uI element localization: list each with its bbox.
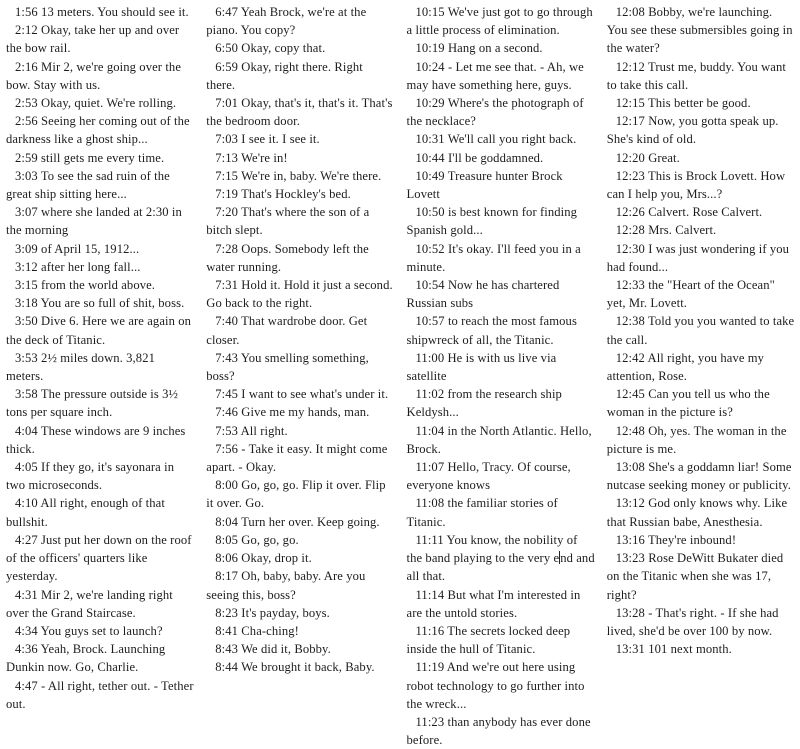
subtitle-timestamp: 11:16 (415, 623, 445, 638)
subtitle-timestamp: 13:08 (615, 460, 645, 475)
subtitle-entry[interactable] (607, 3, 795, 58)
subtitle-timestamp: 3:53 (15, 350, 38, 365)
subtitle-timestamp: 7:03 (215, 132, 239, 147)
subtitle-timestamp: 8:06 (215, 551, 239, 566)
subtitle-timestamp: 7:43 (215, 350, 239, 365)
subtitle-timestamp: 7:31 (215, 278, 239, 293)
subtitle-entry[interactable] (407, 494, 595, 530)
subtitle-timestamp: 3:58 (15, 387, 38, 402)
subtitle-entry[interactable] (6, 531, 194, 586)
subtitle-text: All right, enough of that bullshit. (6, 496, 165, 529)
subtitle-timestamp: 13:23 (615, 551, 645, 566)
subtitle-entry[interactable] (206, 640, 394, 658)
subtitle-text: Mrs. Calvert. (648, 223, 717, 238)
subtitle-timestamp: 12:17 (615, 114, 645, 129)
subtitle-text: - Let me see that. - Ah, we may have something here, guys. (406, 59, 584, 92)
subtitle-entry[interactable] (407, 713, 595, 749)
subtitle-text: That wardrobe door. Get closer. (206, 314, 368, 347)
transcript-column-2 (206, 3, 394, 749)
subtitle-text: 101 next month. (648, 642, 732, 657)
subtitle-entry[interactable] (6, 458, 194, 494)
subtitle-timestamp: 10:57 (415, 314, 445, 329)
subtitle-entry[interactable] (407, 149, 595, 167)
subtitle-timestamp: 10:31 (415, 132, 445, 147)
subtitle-text: Mir 2, we're going over the bow. Stay with us. (6, 59, 182, 92)
subtitle-text: All right. (240, 423, 288, 438)
subtitle-text: Treasure hunter Brock Lovett (406, 168, 563, 202)
subtitle-entry[interactable] (407, 622, 595, 658)
subtitle-timestamp: 12:42 (615, 350, 645, 365)
subtitle-timestamp: 8:00 (215, 478, 239, 493)
subtitle-timestamp: 4:27 (15, 532, 38, 547)
subtitle-timestamp: 3:15 (15, 278, 38, 293)
subtitle-entry[interactable] (6, 677, 194, 713)
subtitle-timestamp: 8:04 (215, 514, 239, 529)
subtitle-entry[interactable] (206, 240, 394, 276)
subtitle-entry[interactable] (206, 39, 394, 57)
subtitle-text: Rose DeWitt Bukater died on the Titanic when she was 17, right? (606, 551, 784, 602)
subtitle-entry[interactable] (607, 149, 795, 167)
subtitle-entry[interactable] (607, 422, 795, 458)
subtitle-text: Okay, right there. Right there. (206, 59, 363, 92)
subtitle-text: That's Hockley's bed. (241, 187, 351, 202)
subtitle-timestamp: 7:28 (215, 241, 239, 256)
subtitle-timestamp: 2:16 (15, 59, 38, 74)
subtitle-timestamp: 2:12 (15, 23, 38, 38)
subtitle-timestamp: 6:47 (215, 5, 239, 19)
subtitle-text: He is with us live via satellite (406, 350, 557, 384)
subtitle-text: nd and all that. (406, 551, 595, 584)
subtitle-text: It's okay. I'll feed you in a minute. (406, 241, 581, 274)
subtitle-entry[interactable] (607, 385, 795, 421)
subtitle-timestamp: 3:12 (15, 259, 38, 274)
subtitle-text: Mir 2, we're landing right over the Grand Staircase. (6, 587, 173, 620)
subtitle-entry[interactable] (206, 476, 394, 512)
subtitle-text: Dive 6. Here we are again on the deck of Titanic. (6, 314, 192, 347)
subtitle-text: But what I'm interested in are the untold stories. (406, 587, 581, 620)
subtitle-entry[interactable] (407, 203, 595, 239)
subtitle-timestamp: 11:19 (415, 660, 445, 675)
subtitle-text: Now, you gotta speak up. She's kind of old. (606, 114, 779, 147)
subtitle-entry[interactable] (206, 604, 394, 622)
subtitle-timestamp: 4:34 (15, 623, 38, 638)
subtitle-text: Bobby, we're launching. You see these submersibles going in the water? (606, 5, 793, 56)
subtitle-entry[interactable] (607, 276, 795, 312)
subtitle-timestamp: 11:14 (415, 587, 445, 602)
subtitle-entry[interactable] (607, 112, 795, 148)
subtitle-timestamp: 3:18 (15, 296, 38, 311)
subtitle-timestamp: 8:44 (215, 660, 239, 675)
subtitle-text: Oh, yes. The woman in the picture is me. (606, 423, 787, 456)
subtitle-entry[interactable] (407, 94, 595, 130)
subtitle-text: - Take it easy. It might come apart. - Okay. (206, 441, 388, 475)
subtitle-text: Yeah, Brock. Launching Dunkin now. Go, Charlie. (6, 642, 166, 675)
subtitle-timestamp: 4:47 (15, 678, 38, 693)
subtitle-entry[interactable] (6, 640, 194, 676)
subtitle-entry[interactable] (6, 112, 194, 148)
subtitle-entry[interactable] (6, 240, 194, 258)
subtitle-entry[interactable] (407, 276, 595, 312)
subtitle-text: Trust me, buddy. You want to take this call. (606, 59, 786, 92)
subtitle-timestamp: 6:50 (215, 41, 239, 56)
subtitle-text: to reach the most famous shipwreck of all, the Titanic. (406, 314, 577, 347)
subtitle-text: 2½ miles down. 3,821 meters. (6, 350, 155, 384)
subtitle-text: of April 15, 1912... (41, 241, 140, 256)
subtitle-timestamp: 11:02 (415, 387, 445, 402)
subtitle-timestamp: 4:04 (15, 423, 38, 438)
subtitle-text: Okay, take her up and over the bow rail. (6, 23, 180, 56)
subtitle-entry[interactable] (6, 149, 194, 167)
subtitle-timestamp: 7:20 (215, 205, 239, 220)
subtitle-timestamp: 10:29 (415, 96, 445, 111)
subtitle-entry[interactable] (206, 203, 394, 239)
subtitle-text: Oops. Somebody left the water running. (206, 241, 369, 274)
subtitle-entry[interactable] (6, 21, 194, 57)
subtitle-text: - That's right. - If she had lived, she'd be over 100 by now. (606, 605, 779, 638)
subtitle-text: I was just wondering if you had found... (606, 241, 790, 274)
subtitle-entry[interactable] (206, 567, 394, 603)
subtitle-entry[interactable] (6, 312, 194, 348)
subtitle-text: Great. (648, 150, 680, 165)
subtitle-timestamp: 12:12 (615, 59, 645, 74)
subtitle-text: the "Heart of the Ocean" yet, Mr. Lovett. (606, 278, 775, 311)
subtitle-entry[interactable] (407, 58, 595, 94)
subtitle-timestamp: 8:41 (215, 623, 239, 638)
subtitle-text: Hold it. Hold it just a second. Go back to the right. (206, 278, 393, 311)
subtitle-entry[interactable] (6, 349, 194, 385)
subtitle-timestamp: 1:56 (15, 5, 38, 19)
subtitle-entry[interactable] (407, 531, 595, 586)
subtitle-text: Cha-ching! (241, 623, 299, 638)
subtitle-text: in the North Atlantic. Hello, Brock. (406, 423, 592, 456)
subtitle-timestamp: 7:13 (215, 150, 239, 165)
subtitle-text: We're in, baby. We're there. (241, 168, 382, 183)
subtitle-entry[interactable] (607, 167, 795, 203)
subtitle-entry[interactable] (206, 549, 394, 567)
subtitle-timestamp: 3:50 (15, 314, 38, 329)
transcript-column-3 (407, 3, 595, 749)
subtitle-text: You know, the nobility of the band playing to the very e (406, 532, 578, 566)
subtitle-entry[interactable] (407, 130, 595, 148)
subtitle-text: That's where the son of a bitch slept. (206, 205, 370, 238)
subtitle-entry[interactable] (6, 276, 194, 294)
subtitle-entry[interactable] (206, 403, 394, 421)
subtitle-timestamp: 7:45 (215, 387, 239, 402)
subtitle-entry[interactable] (206, 3, 394, 39)
subtitle-entry[interactable] (6, 385, 194, 421)
subtitle-entry[interactable] (206, 167, 394, 185)
subtitle-entry[interactable] (6, 3, 194, 21)
subtitle-entry[interactable] (407, 3, 595, 39)
subtitle-text: You guys set to launch? (40, 623, 163, 638)
subtitle-text: Hello, Tracy. Of course, everyone knows (406, 460, 571, 493)
subtitle-text: where she landed at 2:30 in the morning (6, 205, 182, 238)
subtitle-entry[interactable] (607, 640, 795, 658)
subtitle-entry[interactable] (407, 422, 595, 458)
subtitle-entry[interactable] (607, 240, 795, 276)
subtitle-timestamp: 10:24 (415, 59, 445, 74)
subtitle-text: I want to see what's under it. (241, 387, 389, 402)
subtitle-entry[interactable] (607, 312, 795, 348)
subtitle-entry[interactable] (407, 39, 595, 57)
subtitle-entry[interactable] (6, 422, 194, 458)
subtitle-text: Turn her over. Keep going. (241, 514, 380, 529)
subtitle-entry[interactable] (206, 349, 394, 385)
subtitle-entry[interactable] (407, 312, 595, 348)
subtitle-text: than anybody has ever done before. (406, 714, 591, 748)
subtitle-text: Where's the photograph of the necklace? (406, 96, 584, 129)
subtitle-timestamp: 12:28 (615, 223, 645, 238)
subtitle-timestamp: 12:48 (615, 423, 645, 438)
subtitle-text: from the research ship Keldysh... (406, 387, 562, 420)
subtitle-text: Okay, copy that. (241, 41, 326, 56)
subtitle-text: Hang on a second. (447, 41, 543, 56)
subtitle-entry[interactable] (6, 94, 194, 112)
subtitle-text: This better be good. (647, 96, 751, 111)
subtitle-text: Can you tell us who the woman in the picture is? (606, 387, 770, 420)
subtitle-timestamp: 8:43 (215, 642, 239, 657)
subtitle-timestamp: 12:20 (615, 150, 645, 165)
subtitle-text: We've just got to go through a little process of elimination. (406, 5, 593, 38)
subtitle-text: Now he has chartered Russian subs (406, 278, 560, 311)
subtitle-text: from the world above. (41, 278, 156, 293)
subtitle-entry[interactable] (407, 349, 595, 385)
subtitle-entry[interactable] (206, 531, 394, 549)
subtitle-timestamp: 11:23 (415, 714, 445, 729)
subtitle-text: You smelling something, boss? (206, 350, 369, 384)
subtitle-entry[interactable] (206, 94, 394, 130)
subtitle-timestamp: 11:08 (415, 496, 445, 511)
subtitle-timestamp: 3:03 (15, 168, 38, 183)
subtitle-entry[interactable] (6, 586, 194, 622)
subtitle-entry[interactable] (206, 422, 394, 440)
subtitle-text: Give me my hands, man. (241, 405, 370, 420)
subtitle-timestamp: 7:40 (215, 314, 239, 329)
subtitle-timestamp: 13:16 (615, 532, 645, 547)
subtitle-entry[interactable] (6, 203, 194, 239)
subtitle-timestamp: 3:07 (15, 205, 38, 220)
subtitle-entry[interactable] (206, 440, 394, 476)
subtitle-timestamp: 7:56 (215, 441, 239, 456)
subtitle-text: These windows are 9 inches thick. (6, 423, 186, 456)
subtitle-timestamp: 10:44 (415, 150, 445, 165)
subtitle-timestamp: 12:08 (615, 5, 645, 19)
subtitle-timestamp: 6:59 (215, 59, 239, 74)
subtitle-text: after her long fall... (41, 259, 141, 274)
subtitle-text: Told you you wanted to take the call. (606, 314, 795, 347)
subtitle-timestamp: 13:12 (615, 496, 645, 511)
subtitle-entry[interactable] (607, 549, 795, 604)
subtitle-entry[interactable] (6, 294, 194, 312)
subtitle-entry[interactable] (206, 513, 394, 531)
subtitle-timestamp: 8:05 (215, 532, 239, 547)
subtitle-text: Go, go, go. Flip it over. Flip it over. Go. (206, 478, 386, 511)
subtitle-entry[interactable] (206, 385, 394, 403)
subtitle-text: To see the sad ruin of the great ship sitting here... (6, 168, 170, 202)
subtitle-timestamp: 12:38 (615, 314, 645, 329)
subtitle-text: We're in! (241, 150, 288, 165)
subtitle-entry[interactable] (607, 203, 795, 221)
subtitle-timestamp: 8:17 (215, 569, 239, 584)
subtitle-entry[interactable] (407, 240, 595, 276)
subtitle-timestamp: 12:15 (615, 96, 645, 111)
subtitle-timestamp: 4:05 (15, 460, 38, 475)
subtitle-text: is best known for finding Spanish gold... (406, 205, 578, 238)
subtitle-entry[interactable] (206, 622, 394, 640)
subtitle-timestamp: 12:26 (615, 205, 645, 220)
subtitle-timestamp: 7:15 (215, 168, 239, 183)
subtitle-entry[interactable] (407, 658, 595, 713)
subtitle-timestamp: 2:59 (15, 150, 38, 165)
subtitle-entry[interactable] (6, 167, 194, 203)
subtitle-timestamp: 4:31 (15, 587, 38, 602)
subtitle-entry[interactable] (206, 312, 394, 348)
subtitle-timestamp: 4:36 (15, 642, 38, 657)
subtitle-text: She's a goddamn liar! Some nutcase seeking money or publicity. (606, 460, 792, 493)
subtitle-text: It's payday, boys. (241, 605, 330, 620)
transcript-column-4 (607, 3, 795, 749)
subtitle-text: The pressure outside is 3½ tons per square inch. (6, 387, 179, 420)
subtitle-entry[interactable] (206, 149, 394, 167)
subtitle-text: 13 meters. You should see it. (41, 5, 189, 19)
subtitle-entry[interactable] (607, 458, 795, 494)
subtitle-text: We did it, Bobby. (241, 642, 331, 657)
subtitle-text: Just put her down on the roof of the officers' quarters like yesterday. (6, 532, 192, 584)
subtitle-text: Yeah Brock, we're at the piano. You copy? (206, 5, 367, 38)
subtitle-timestamp: 13:28 (615, 605, 645, 620)
subtitle-timestamp: 12:45 (615, 387, 645, 402)
subtitle-text: Oh, baby, baby. Are you seeing this, boss? (206, 569, 366, 602)
subtitle-timestamp: 7:46 (215, 405, 239, 420)
subtitle-entry[interactable] (607, 349, 795, 385)
transcript-column-1 (6, 3, 194, 749)
subtitle-text: The secrets locked deep inside the hull of Titanic. (406, 623, 571, 657)
subtitle-entry[interactable] (206, 658, 394, 676)
subtitle-text: Okay, quiet. We're rolling. (41, 96, 177, 111)
subtitle-timestamp: 10:52 (415, 241, 445, 256)
subtitle-timestamp: 10:49 (415, 168, 445, 183)
subtitle-timestamp: 3:09 (15, 241, 38, 256)
transcript-grid (6, 3, 795, 749)
subtitle-text: We'll call you right back. (447, 132, 577, 147)
subtitle-timestamp: 2:56 (15, 114, 38, 129)
subtitle-timestamp: 4:10 (15, 496, 38, 511)
subtitle-timestamp: 10:19 (415, 41, 445, 56)
subtitle-timestamp: 7:01 (215, 96, 239, 111)
subtitle-text: We brought it back, Baby. (241, 660, 375, 675)
subtitle-text: - All right, tether out. - Tether out. (6, 678, 194, 711)
subtitle-text: Go, go, go. (241, 532, 299, 547)
subtitle-entry[interactable] (607, 604, 795, 640)
subtitle-timestamp: 11:00 (415, 350, 445, 365)
subtitle-text: I see it. I see it. (241, 132, 320, 147)
subtitle-timestamp: 2:53 (15, 96, 38, 111)
subtitle-timestamp: 7:19 (215, 187, 239, 202)
subtitle-entry[interactable] (607, 221, 795, 239)
subtitle-text: Okay, drop it. (241, 551, 312, 566)
subtitle-timestamp: 12:23 (615, 168, 645, 183)
subtitle-entry[interactable] (407, 385, 595, 421)
subtitle-timestamp: 13:31 (615, 642, 645, 657)
subtitle-text: You are so full of shit, boss. (40, 296, 185, 311)
subtitle-entry[interactable] (6, 622, 194, 640)
subtitle-entry[interactable] (607, 94, 795, 112)
subtitle-text: Seeing her coming out of the darkness like a ghost ship... (6, 114, 190, 147)
subtitle-entry[interactable] (607, 531, 795, 549)
subtitle-entry[interactable] (6, 258, 194, 276)
subtitle-text: still gets me every time. (41, 150, 165, 165)
subtitle-entry[interactable] (607, 494, 795, 530)
subtitle-entry[interactable] (407, 458, 595, 494)
subtitle-entry[interactable] (407, 167, 595, 203)
subtitle-text: And we're out here using robot technology to go further into the wreck... (406, 660, 585, 711)
subtitle-timestamp: 7:53 (215, 423, 239, 438)
subtitle-timestamp: 12:33 (615, 278, 645, 293)
subtitle-entry[interactable] (206, 130, 394, 148)
subtitle-timestamp: 11:07 (415, 460, 445, 475)
subtitle-timestamp: 11:04 (415, 423, 445, 438)
subtitle-entry[interactable] (206, 58, 394, 94)
subtitle-text: They're inbound! (647, 532, 737, 547)
subtitle-text: Okay, that's it, that's it. That's the bedroom door. (206, 96, 393, 129)
subtitle-timestamp: 10:50 (415, 205, 445, 220)
subtitle-timestamp: 12:30 (615, 241, 645, 256)
subtitle-text: All right, you have my attention, Rose. (606, 350, 765, 384)
subtitle-text: If they go, it's sayonara in two microseconds. (6, 460, 175, 493)
subtitle-text: the familiar stories of Titanic. (406, 496, 558, 529)
subtitle-text: Calvert. Rose Calvert. (648, 205, 763, 220)
subtitle-text: This is Brock Lovett. How can I help you, Mrs...? (606, 168, 786, 202)
subtitle-timestamp: 8:23 (215, 605, 239, 620)
subtitle-text: God only knows why. Like that Russian babe, Anesthesia. (606, 496, 788, 529)
subtitle-timestamp: 10:15 (415, 5, 445, 19)
subtitle-entry[interactable] (607, 58, 795, 94)
subtitle-entry[interactable] (6, 494, 194, 530)
subtitle-entry[interactable] (6, 58, 194, 94)
subtitle-entry[interactable] (206, 276, 394, 312)
subtitle-entry[interactable] (407, 586, 595, 622)
subtitle-text: I'll be goddamned. (447, 150, 544, 165)
subtitle-entry[interactable] (206, 185, 394, 203)
subtitle-timestamp: 11:11 (415, 532, 444, 547)
subtitle-timestamp: 10:54 (415, 278, 445, 293)
